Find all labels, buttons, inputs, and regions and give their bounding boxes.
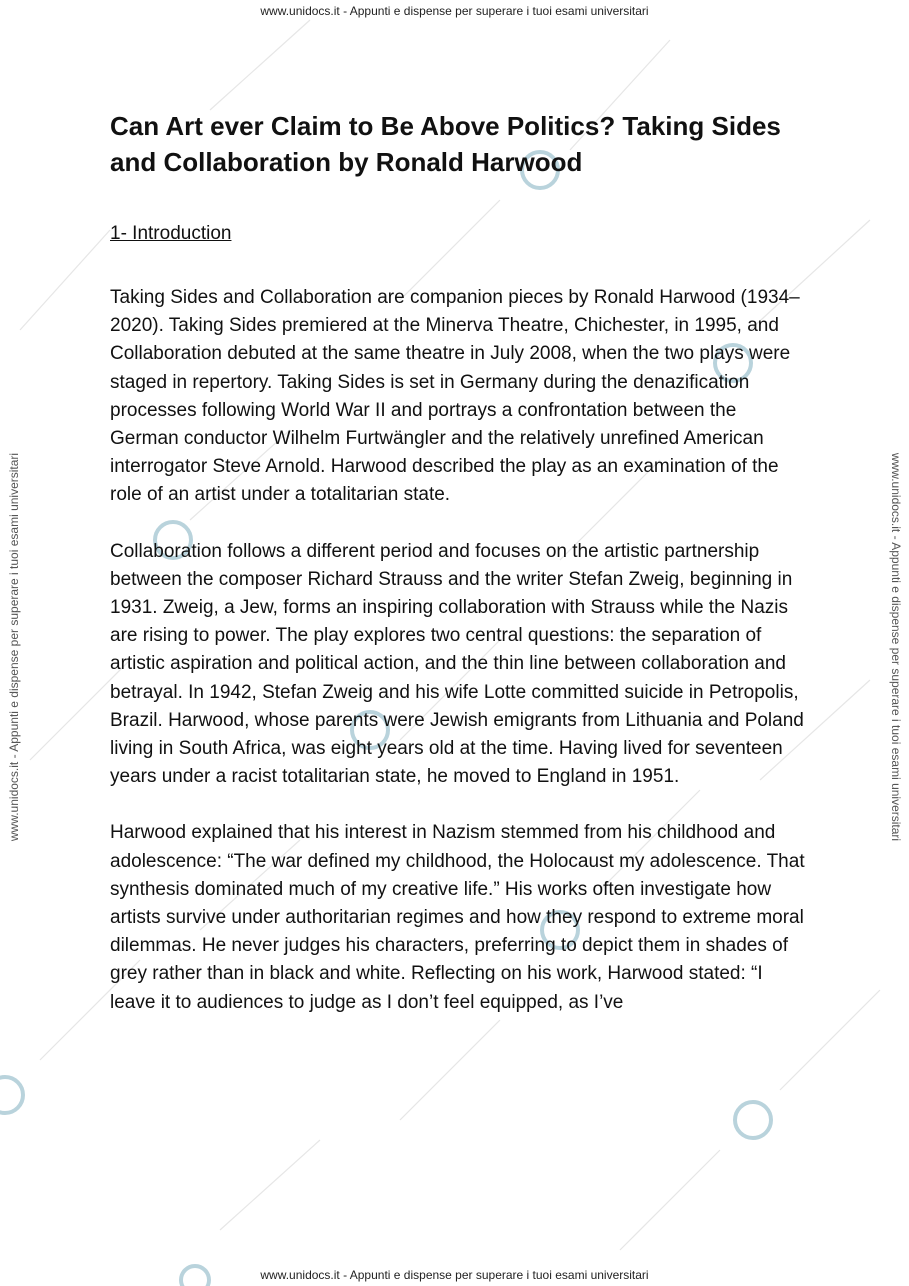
watermark-side-right: www.unidocs.it - Appunti e dispense per superare i tuoi esami universitari: [889, 452, 903, 842]
watermark-banner-bottom: www.unidocs.it - Appunti e dispense per superare i tuoi esami universitari: [260, 1268, 649, 1282]
section-heading: 1- Introduction: [110, 223, 232, 244]
paragraph: Harwood explained that his interest in Nazism stemmed from his childhood and adolescence: “The war defined my childhood, the Holocaust my adolescence. That synthesis dominated much of my creative life.” His works often investigate how artists survive under authoritarian regimes and how they respond to extreme moral dilemmas. He never judges his characters, preferring to depict them in shades of grey rather than in black and white. Reflecting on his work, Harwood stated: “I leave it to audiences to judge as I don’t feel equipped, as I’ve: [110, 822, 805, 1013]
document-title: Can Art ever Claim to Be Above Politics? Taking Sides and Collaboration by Ronald Harwood: [110, 111, 781, 177]
paragraph: Taking Sides and Collaboration are companion pieces by Ronald Harwood (1934–2020). Taking Sides premiered at the Minerva Theatre, Chichester, in 1995, and Collaboration debuted at the same theatre in July 2008, when the two plays were staged in repertory. Taking Sides is set in Germany during the denazification processes following World War II and portrays a confrontation between the German conductor Wilhelm Furtwängler and the relatively unrefined American interrogator Steve Arnold. Harwood described the play as an examination of the role of an artist under a totalitarian state.: [110, 287, 800, 506]
watermark-banner-top: www.unidocs.it - Appunti e dispense per superare i tuoi esami universitari: [260, 4, 649, 18]
document-body: [110, 108, 810, 1017]
paragraph: Collaboration follows a different period and focuses on the artistic partnership between the composer Richard Strauss and the writer Stefan Zweig, beginning in 1931. Zweig, a Jew, forms an inspiring collaboration with Strauss while the Nazis are rising to power. The play explores two central questions: the separation of artistic aspiration and political action, and the thin line between collaboration and betrayal. In 1942, Stefan Zweig and his wife Lotte committed suicide in Petropolis, Brazil. Harwood, whose parents were Jewish emigrants from Lithuania and Poland living in South Africa, was eight years old at the time. Having lived for seventeen years under a racist totalitarian state, he moved to England in 1951.: [110, 540, 804, 788]
watermark-side-left: www.unidocs.it - Appunti e dispense per superare i tuoi esami universitari: [7, 452, 21, 842]
